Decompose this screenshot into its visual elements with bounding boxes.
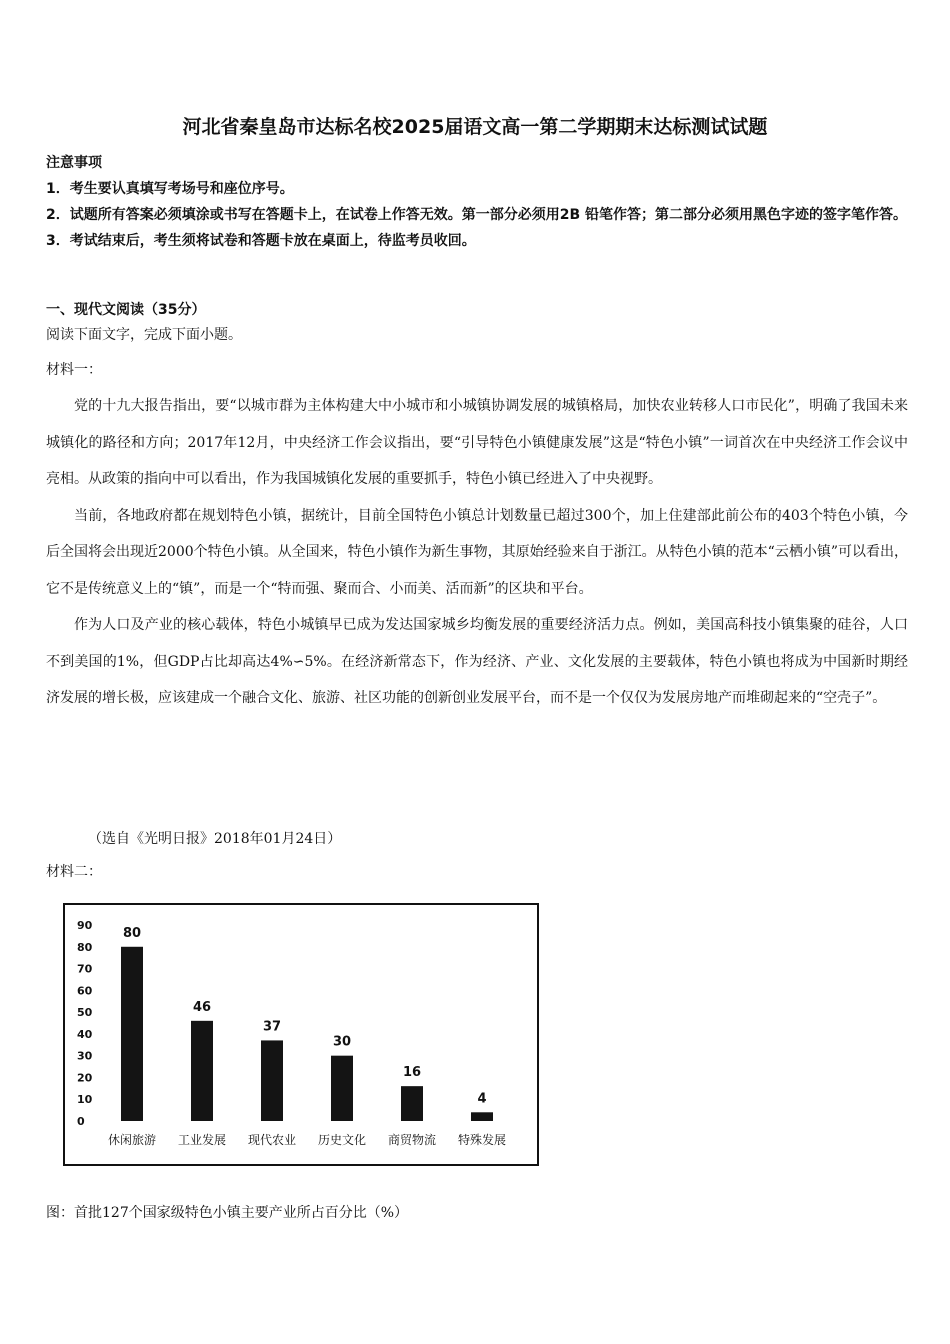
- x-category-label: 特殊发展: [457, 1133, 507, 1147]
- notice-item: 3．考试结束后，考生须将试卷和答题卡放在桌面上，待监考员收回。: [46, 233, 476, 249]
- y-tick-label: 50: [77, 1006, 93, 1020]
- article-source: （选自《光明日报》2018年01月24日）: [88, 831, 342, 847]
- bar-value-label: 37: [262, 1019, 282, 1035]
- bar: [331, 1056, 353, 1121]
- y-tick-label: 20: [77, 1071, 93, 1085]
- x-category-label: 商贸物流: [387, 1133, 437, 1147]
- bar: [471, 1112, 493, 1121]
- bar-value-label: 46: [192, 999, 212, 1015]
- y-tick-label: 0: [77, 1115, 85, 1128]
- instruction-text: 阅读下面文字，完成下面小题。: [46, 327, 242, 343]
- bar-value-label: 30: [332, 1034, 352, 1050]
- chart-caption: 图：首批127个国家级特色小镇主要产业所占百分比（%）: [46, 1205, 409, 1221]
- page-title: 河北省秦皇岛市达标名校2025届语文高一第二学期期末达标测试试题: [182, 116, 768, 138]
- bar-value-label: 16: [402, 1065, 422, 1081]
- y-tick-label: 80: [77, 940, 93, 954]
- section-heading: 一、现代文阅读（35分）: [46, 302, 206, 318]
- material1-label: 材料一：: [46, 362, 102, 378]
- notice-item: 1．考生要认真填写考场号和座位序号。: [46, 181, 294, 197]
- article-paragraph: 党的十九大报告指出，要“以城市群为主体构建大中小城市和小城镇协调发展的城镇格局，加快农业转移人口市民化”，明确了我国未来城镇化的路径和方向；2017年12月，中央经济工作会议指出，要“引导特色小镇健康发展”这是“特色小镇”一词首次在中央经济工作会议中亮相。从政策的指向中可以看出，作为我国城镇化发展的重要抓手，特色小镇已经进入了中央视野。: [46, 398, 908, 487]
- x-category-label: 工业发展: [177, 1133, 227, 1147]
- y-tick-label: 10: [77, 1093, 93, 1107]
- notice-item: 2．试题所有答案必须填涂或书写在答题卡上，在试卷上作答无效。第一部分必须用2B 铅笔作答；第二部分必须用黑色字迹的签字笔作答。: [46, 207, 908, 223]
- bar-chart: [63, 903, 539, 1166]
- x-category-label: 现代农业: [247, 1133, 297, 1147]
- x-category-label: 休闲旅游: [107, 1133, 157, 1147]
- y-tick-label: 40: [77, 1027, 93, 1041]
- material2-label: 材料二：: [46, 864, 102, 880]
- y-tick-label: 90: [77, 919, 93, 932]
- bar: [401, 1086, 423, 1121]
- y-tick-label: 70: [77, 962, 93, 976]
- article-paragraph: 当前，各地政府都在规划特色小镇，据统计，目前全国特色小镇总计划数量已超过300个，加上住建部此前公布的403个特色小镇，今后全国将会出现近2000个特色小镇。从全国来，特色小镇作为新生事物，其原始经验来自于浙江。从特色小镇的范本“云栖小镇”可以看出，它不是传统意义上的“镇”，而是一个“特而强、聚而合、小而美、活而新”的区块和平台。: [46, 507, 908, 597]
- bar: [121, 947, 143, 1121]
- article-body: [46, 388, 908, 717]
- bar-value-label: 4: [477, 1091, 487, 1107]
- notice-block: [46, 150, 908, 254]
- bar: [261, 1040, 283, 1121]
- bar-value-label: 80: [122, 925, 142, 941]
- y-tick-label: 60: [77, 984, 93, 998]
- x-category-label: 历史文化: [317, 1133, 367, 1147]
- article-paragraph: 作为人口及产业的核心载体，特色小城镇早已成为发达国家城乡均衡发展的重要经济活力点。例如，美国高科技小镇集聚的硅谷，人口不到美国的1%，但GDP占比却高达4%∽5%。在经济新常态下，作为经济、产业、文化发展的主要载体，特色小镇也将成为中国新时期经济发展的增长极，应该建成一个融合文化、旅游、社区功能的创新创业发展平台，而不是一个仅仅为发展房地产而堆砌起来的“空壳子”。: [46, 617, 908, 706]
- y-tick-label: 30: [77, 1049, 93, 1063]
- bar: [191, 1021, 213, 1121]
- notice-heading: 注意事项: [46, 155, 102, 171]
- bar-chart-svg: [63, 903, 539, 1166]
